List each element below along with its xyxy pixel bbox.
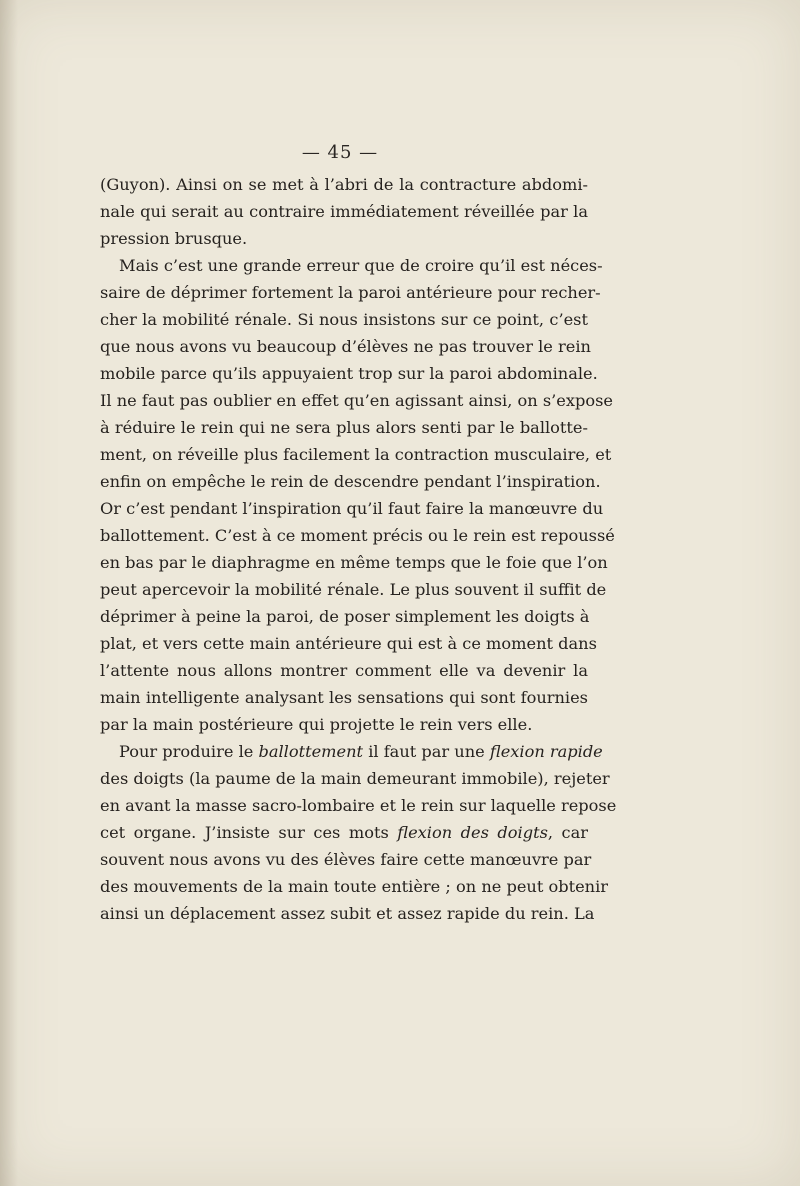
italic-term: flexion des doigts [397,823,548,842]
text-line: Or c’est pendant l’inspiration qu’il faut faire la manœuvre du [100,499,604,518]
text-line: déprimer à peine la paroi, de poser simplement les doigts à [100,607,590,626]
text-line: ment, on réveille plus facilement la contraction musculaire, et [100,445,612,464]
text-line: en avant la masse sacro-lombaire et le rein sur laquelle repose [100,796,617,815]
text-run: , car [547,823,588,842]
text-line: des mouvements de la main toute entière ; on ne peut obtenir [100,877,609,896]
text-run: il faut par une [363,742,490,761]
text-line: ainsi un déplacement assez subit et assez rapide du rein. La [100,904,595,923]
text-line: à réduire le rein qui ne sera plus alors senti par le ballotte- [100,418,588,437]
text-run: cet organe. J’insiste sur ces mots [100,823,398,842]
text-run: Pour produire le [119,742,259,761]
page-gutter-shadow [0,0,18,1186]
text-line: ballottement. C’est à ce moment précis ou le rein est repoussé [100,526,615,545]
text-line: l’attente nous allons montrer comment elle va devenir la [100,661,588,680]
text-line: pression brusque. [100,229,248,248]
text-line: Mais c’est une grande erreur que de croire qu’il est néces- [119,256,603,275]
text-line: par la main postérieure qui projette le rein vers elle. [100,715,533,734]
text-line: nale qui serait au contraire immédiatement réveillée par la [100,202,588,221]
text-line: des doigts (la paume de la main demeurant immobile), rejeter [100,769,610,788]
page-number: — 45 — [301,142,379,163]
text-line [100,738,603,765]
text-line: Il ne faut pas oublier en effet qu’en agissant ainsi, on s’expose [100,391,613,410]
text-line: (Guyon). Ainsi on se met à l’abri de la contracture abdomi- [100,175,588,194]
text-line: souvent nous avons vu des élèves faire cette manœuvre par [100,850,592,869]
text-line: main intelligente analysant les sensations qui sont fournies [100,688,588,707]
text-line: plat, et vers cette main antérieure qui est à ce moment dans [100,634,597,653]
italic-term: flexion rapide [489,742,603,761]
text-line [100,819,588,846]
text-line: peut apercevoir la mobilité rénale. Le plus souvent il suffit de [100,580,607,599]
italic-term: ballottement [258,742,364,761]
text-line: que nous avons vu beaucoup d’élèves ne pas trouver le rein [100,337,591,356]
text-line: cher la mobilité rénale. Si nous insistons sur ce point, c’est [100,310,588,329]
text-line: en bas par le diaphragme en même temps que le foie que l’on [100,553,608,572]
text-line: saire de déprimer fortement la paroi antérieure pour recher- [100,283,601,302]
text-line: enfin on empêche le rein de descendre pendant l’inspiration. [100,472,601,491]
text-line: mobile parce qu’ils appuyaient trop sur la paroi abdominale. [100,364,598,383]
body-text [100,171,617,927]
